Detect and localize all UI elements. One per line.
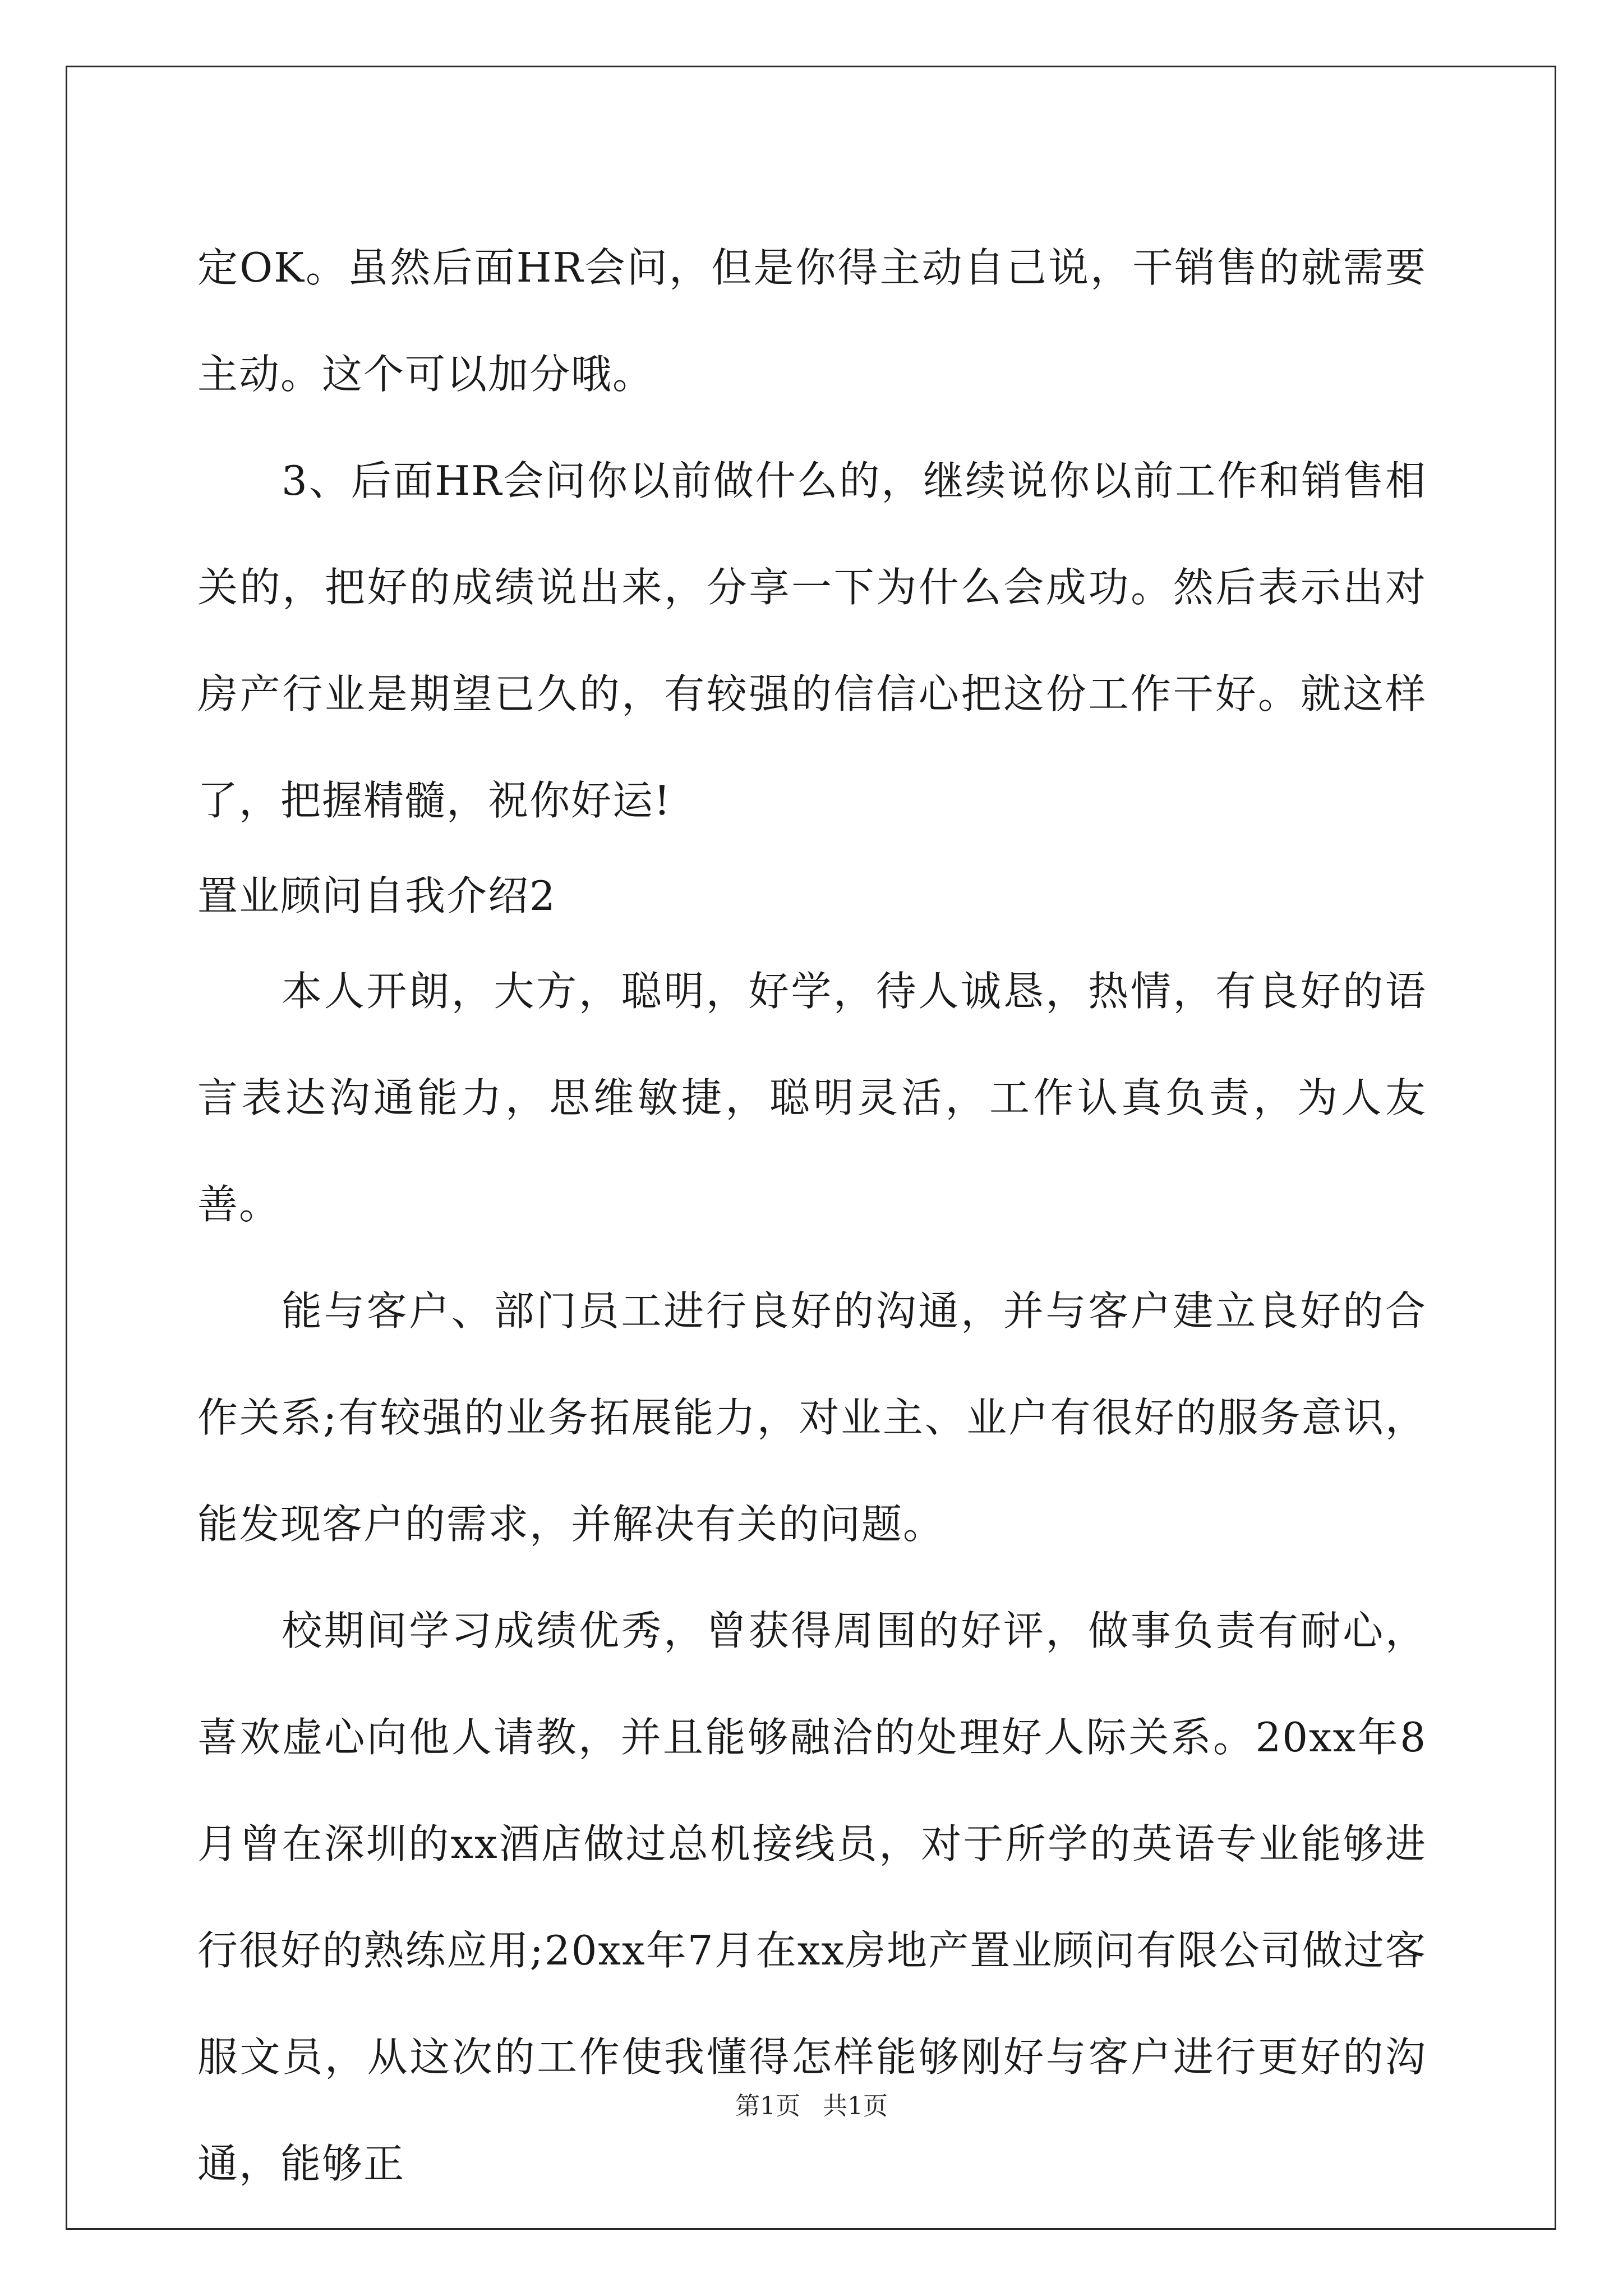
page-number: 第1页 [735, 2092, 800, 2120]
paragraph-1: 定OK。虽然后面HR会问，但是你得主动自己说，干销售的就需要主动。这个可以加分哦。 [197, 244, 1427, 398]
paragraph-3: 本人开朗，大方，聪明，好学，待人诚恳，热情，有良好的语言表达沟通能力，思维敏捷，聪明灵活，工作认真负责，为人友善。 [197, 968, 1427, 1228]
page-footer [0, 2090, 1623, 2123]
paragraph-5: 校期间学习成绩优秀，曾获得周围的好评，做事负责有耐心，喜欢虚心向他人请教，并且能够融洽的处理好人际关系。20xx年8月曾在深圳的xx酒店做过总机接线员，对于所学的英语专业能够进行很好的熟练应用;20xx年7月在xx房地产置业顾问有限公司做过客服文员，从这次的工作使我懂得怎样能够刚好与客户进行更好的沟通，能够正 [197, 1607, 1427, 2187]
section-heading: 置业顾问自我介绍2 [197, 872, 556, 919]
paragraph-4: 能与客户、部门员工进行良好的沟通，并与客户建立良好的合作关系;有较强的业务拓展能力，对业主、业户有很好的服务意识，能发现客户的需求，并解决有关的问题。 [197, 1287, 1427, 1548]
page-total: 共1页 [823, 2092, 888, 2120]
document-body [197, 214, 1427, 2217]
paragraph-2: 3、后面HR会问你以前做什么的，继续说你以前工作和销售相关的，把好的成绩说出来，分享一下为什么会成功。然后表示出对房产行业是期望已久的，有较强的信信心把这份工作干好。就这样了，把握精髓，祝你好运! [197, 457, 1427, 824]
